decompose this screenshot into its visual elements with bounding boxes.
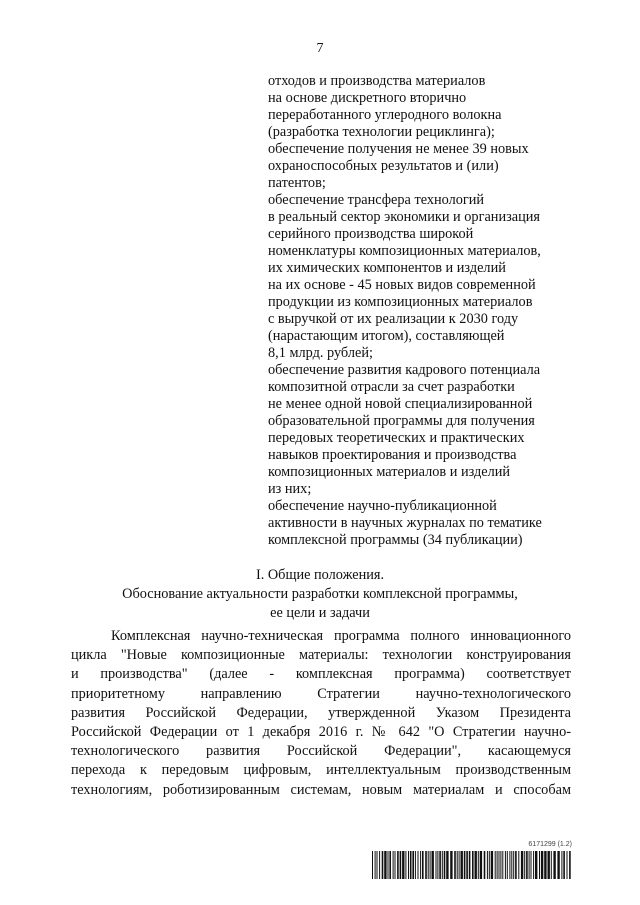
barcode-bar bbox=[437, 851, 438, 879]
section-heading-line-3: ее цели и задачи bbox=[270, 605, 370, 621]
barcode-bar bbox=[459, 851, 460, 879]
section-heading-line-1: I. Общие положения. bbox=[255, 567, 385, 583]
barcode-bar bbox=[420, 851, 421, 879]
barcode-bar bbox=[422, 851, 424, 879]
barcode-bar bbox=[541, 851, 543, 879]
barcode-bar bbox=[513, 851, 514, 879]
barcode-bar bbox=[446, 851, 448, 879]
barcode-bar bbox=[393, 851, 394, 879]
barcode-bar bbox=[526, 851, 528, 879]
barcode-bar bbox=[567, 851, 568, 879]
goals-list-line: патентов; bbox=[268, 175, 326, 191]
barcode-bar bbox=[502, 851, 503, 879]
goals-list-line: комплексной программы (34 публикации) bbox=[268, 532, 523, 548]
goals-list-line: переработанного углеродного волокна bbox=[268, 107, 502, 123]
barcode-bar bbox=[551, 851, 552, 879]
barcode-bar bbox=[372, 851, 373, 879]
barcode-bar bbox=[478, 851, 479, 879]
barcode-bar bbox=[487, 851, 488, 879]
barcode-bar bbox=[484, 851, 486, 879]
section-heading-line-2: Обоснование актуальности разработки комплексной программы, bbox=[122, 586, 518, 602]
barcode-bar bbox=[480, 851, 482, 879]
page-number: 7 bbox=[316, 41, 324, 56]
barcode-bar bbox=[454, 851, 456, 879]
barcode-bar bbox=[511, 851, 512, 879]
paragraph-line: развития Российской Федерации, утвержденной Указом Президента bbox=[71, 704, 571, 721]
body-paragraph bbox=[71, 627, 571, 800]
barcode-bar bbox=[524, 851, 525, 879]
goals-list-line: номенклатуры композиционных материалов, bbox=[268, 243, 541, 259]
paragraph-line: приоритетному направлению Стратегии научно-технологического bbox=[71, 685, 571, 702]
goals-list-line: не менее одной новой специализированной bbox=[268, 396, 533, 412]
goals-list bbox=[268, 73, 568, 549]
goals-list-line: в реальный сектор экономики и организация bbox=[268, 209, 540, 225]
barcode-bar bbox=[544, 851, 546, 879]
barcode-bar bbox=[515, 851, 517, 879]
barcode-bar bbox=[444, 851, 446, 879]
barcode-caption: 6171299 (1.2) bbox=[528, 841, 572, 848]
barcode-bar bbox=[389, 851, 391, 879]
goals-list-line: их химических компонентов и изделий bbox=[268, 260, 506, 276]
paragraph-line: технологического развития Российской Федерации", касающемуся bbox=[71, 743, 571, 760]
barcode-bar bbox=[415, 851, 416, 879]
paragraph-line: Комплексная научно-техническая программа полного инновационного bbox=[111, 628, 571, 644]
barcode-bar bbox=[475, 851, 477, 879]
barcode-bar bbox=[382, 851, 384, 879]
goals-list-line: (разработка технологии рециклинга); bbox=[268, 124, 495, 140]
goals-list-line: на основе дискретного вторично bbox=[268, 90, 467, 106]
barcode-bar bbox=[539, 851, 540, 879]
barcode-bar bbox=[464, 851, 466, 879]
goals-list-line: композитной отрасли за счет разработки bbox=[268, 379, 515, 395]
goals-list-line: отходов и производства материалов bbox=[268, 73, 486, 89]
barcode-bar bbox=[418, 851, 419, 879]
goals-list-line: обеспечение научно-публикационной bbox=[268, 498, 497, 514]
barcode-bar bbox=[402, 851, 404, 879]
barcode-bar bbox=[521, 851, 523, 879]
barcode-bar bbox=[535, 851, 537, 879]
barcode-bar bbox=[461, 851, 463, 879]
paragraph-line: перехода к передовым цифровым, интеллектуальным производственным bbox=[71, 762, 571, 779]
barcode-bar bbox=[410, 851, 412, 879]
barcode-bar bbox=[450, 851, 452, 879]
goals-list-line: с выручкой от их реализации к 2030 году bbox=[268, 311, 519, 327]
barcode-bar bbox=[457, 851, 458, 879]
barcode-bar bbox=[509, 851, 510, 879]
barcode-bar bbox=[430, 851, 431, 879]
barcode-bar bbox=[533, 851, 534, 879]
goals-list-line: на их основе - 45 новых видов современной bbox=[268, 277, 536, 293]
goals-list-line: продукции из композиционных материалов bbox=[268, 294, 533, 310]
barcode-bar bbox=[563, 851, 565, 879]
barcode-bar bbox=[432, 851, 434, 879]
goals-list-line: обеспечение развития кадрового потенциала bbox=[268, 362, 541, 378]
goals-list-line: охраноспособных результатов и (или) bbox=[268, 158, 499, 174]
goals-list-line: навыков проектирования и производства bbox=[268, 447, 517, 463]
barcode-bar bbox=[400, 851, 402, 879]
barcode-bar bbox=[518, 851, 519, 879]
goals-list-line: передовых теоретических и практических bbox=[268, 430, 525, 446]
goals-list-line: (нарастающим итогом), составляющей bbox=[268, 328, 505, 344]
barcode-bar bbox=[395, 851, 396, 879]
barcode-bar bbox=[497, 851, 498, 879]
barcode-bar bbox=[489, 851, 490, 879]
goals-list-line: 8,1 млрд. рублей; bbox=[268, 345, 373, 361]
goals-list-line: обеспечение получения не менее 39 новых bbox=[268, 141, 529, 157]
barcode-bar bbox=[469, 851, 471, 879]
barcode-bar bbox=[408, 851, 409, 879]
barcode-bar bbox=[412, 851, 414, 879]
barcode-bar bbox=[548, 851, 550, 879]
barcode-bar bbox=[377, 851, 378, 879]
goals-list-line: активности в научных журналах по тематике bbox=[268, 515, 542, 531]
barcode-bar bbox=[442, 851, 443, 879]
barcode-bar bbox=[379, 851, 380, 879]
barcode-bar bbox=[405, 851, 406, 879]
paragraph-line: цикла "Новые композиционные материалы: технологии конструирования bbox=[71, 647, 571, 664]
barcode-bar bbox=[569, 851, 571, 879]
barcode-bar bbox=[529, 851, 530, 879]
goals-list-line: серийного производства широкой bbox=[268, 226, 474, 242]
goals-list-line: из них; bbox=[268, 481, 312, 497]
barcode-bar bbox=[499, 851, 500, 879]
barcode-bar bbox=[436, 851, 437, 879]
paragraph-line: и производства" (далее - комплексная программа) соответствует bbox=[71, 666, 571, 683]
barcode-bar bbox=[472, 851, 474, 879]
barcode-block bbox=[372, 841, 572, 881]
barcode-bar bbox=[561, 851, 562, 879]
paragraph-line: технологиям, роботизированным системам, новым материалам и способам bbox=[71, 781, 571, 798]
barcode-bar bbox=[491, 851, 493, 879]
barcode-bar bbox=[375, 851, 376, 879]
barcode-bar bbox=[507, 851, 508, 879]
barcode-icon bbox=[372, 851, 572, 879]
goals-list-line: композиционных материалов и изделий bbox=[268, 464, 511, 480]
barcode-bar bbox=[397, 851, 399, 879]
goals-list-line: образовательной программы для получения bbox=[268, 413, 535, 429]
barcode-bar bbox=[495, 851, 496, 879]
section-heading bbox=[0, 566, 640, 623]
barcode-bar bbox=[428, 851, 429, 879]
paragraph-line: Российской Федерации от 1 декабря 2016 г. № 642 "О Стратегии научно- bbox=[71, 724, 571, 741]
barcode-bar bbox=[439, 851, 441, 879]
barcode-bar bbox=[505, 851, 506, 879]
barcode-bar bbox=[500, 851, 501, 879]
barcode-bar bbox=[557, 851, 559, 879]
barcode-bar bbox=[531, 851, 532, 879]
goals-list-line: обеспечение трансфера технологий bbox=[268, 192, 485, 208]
barcode-bar bbox=[553, 851, 555, 879]
barcode-bar bbox=[425, 851, 427, 879]
barcode-bar bbox=[466, 851, 468, 879]
barcode-bar bbox=[388, 851, 389, 879]
barcode-bar bbox=[384, 851, 386, 879]
